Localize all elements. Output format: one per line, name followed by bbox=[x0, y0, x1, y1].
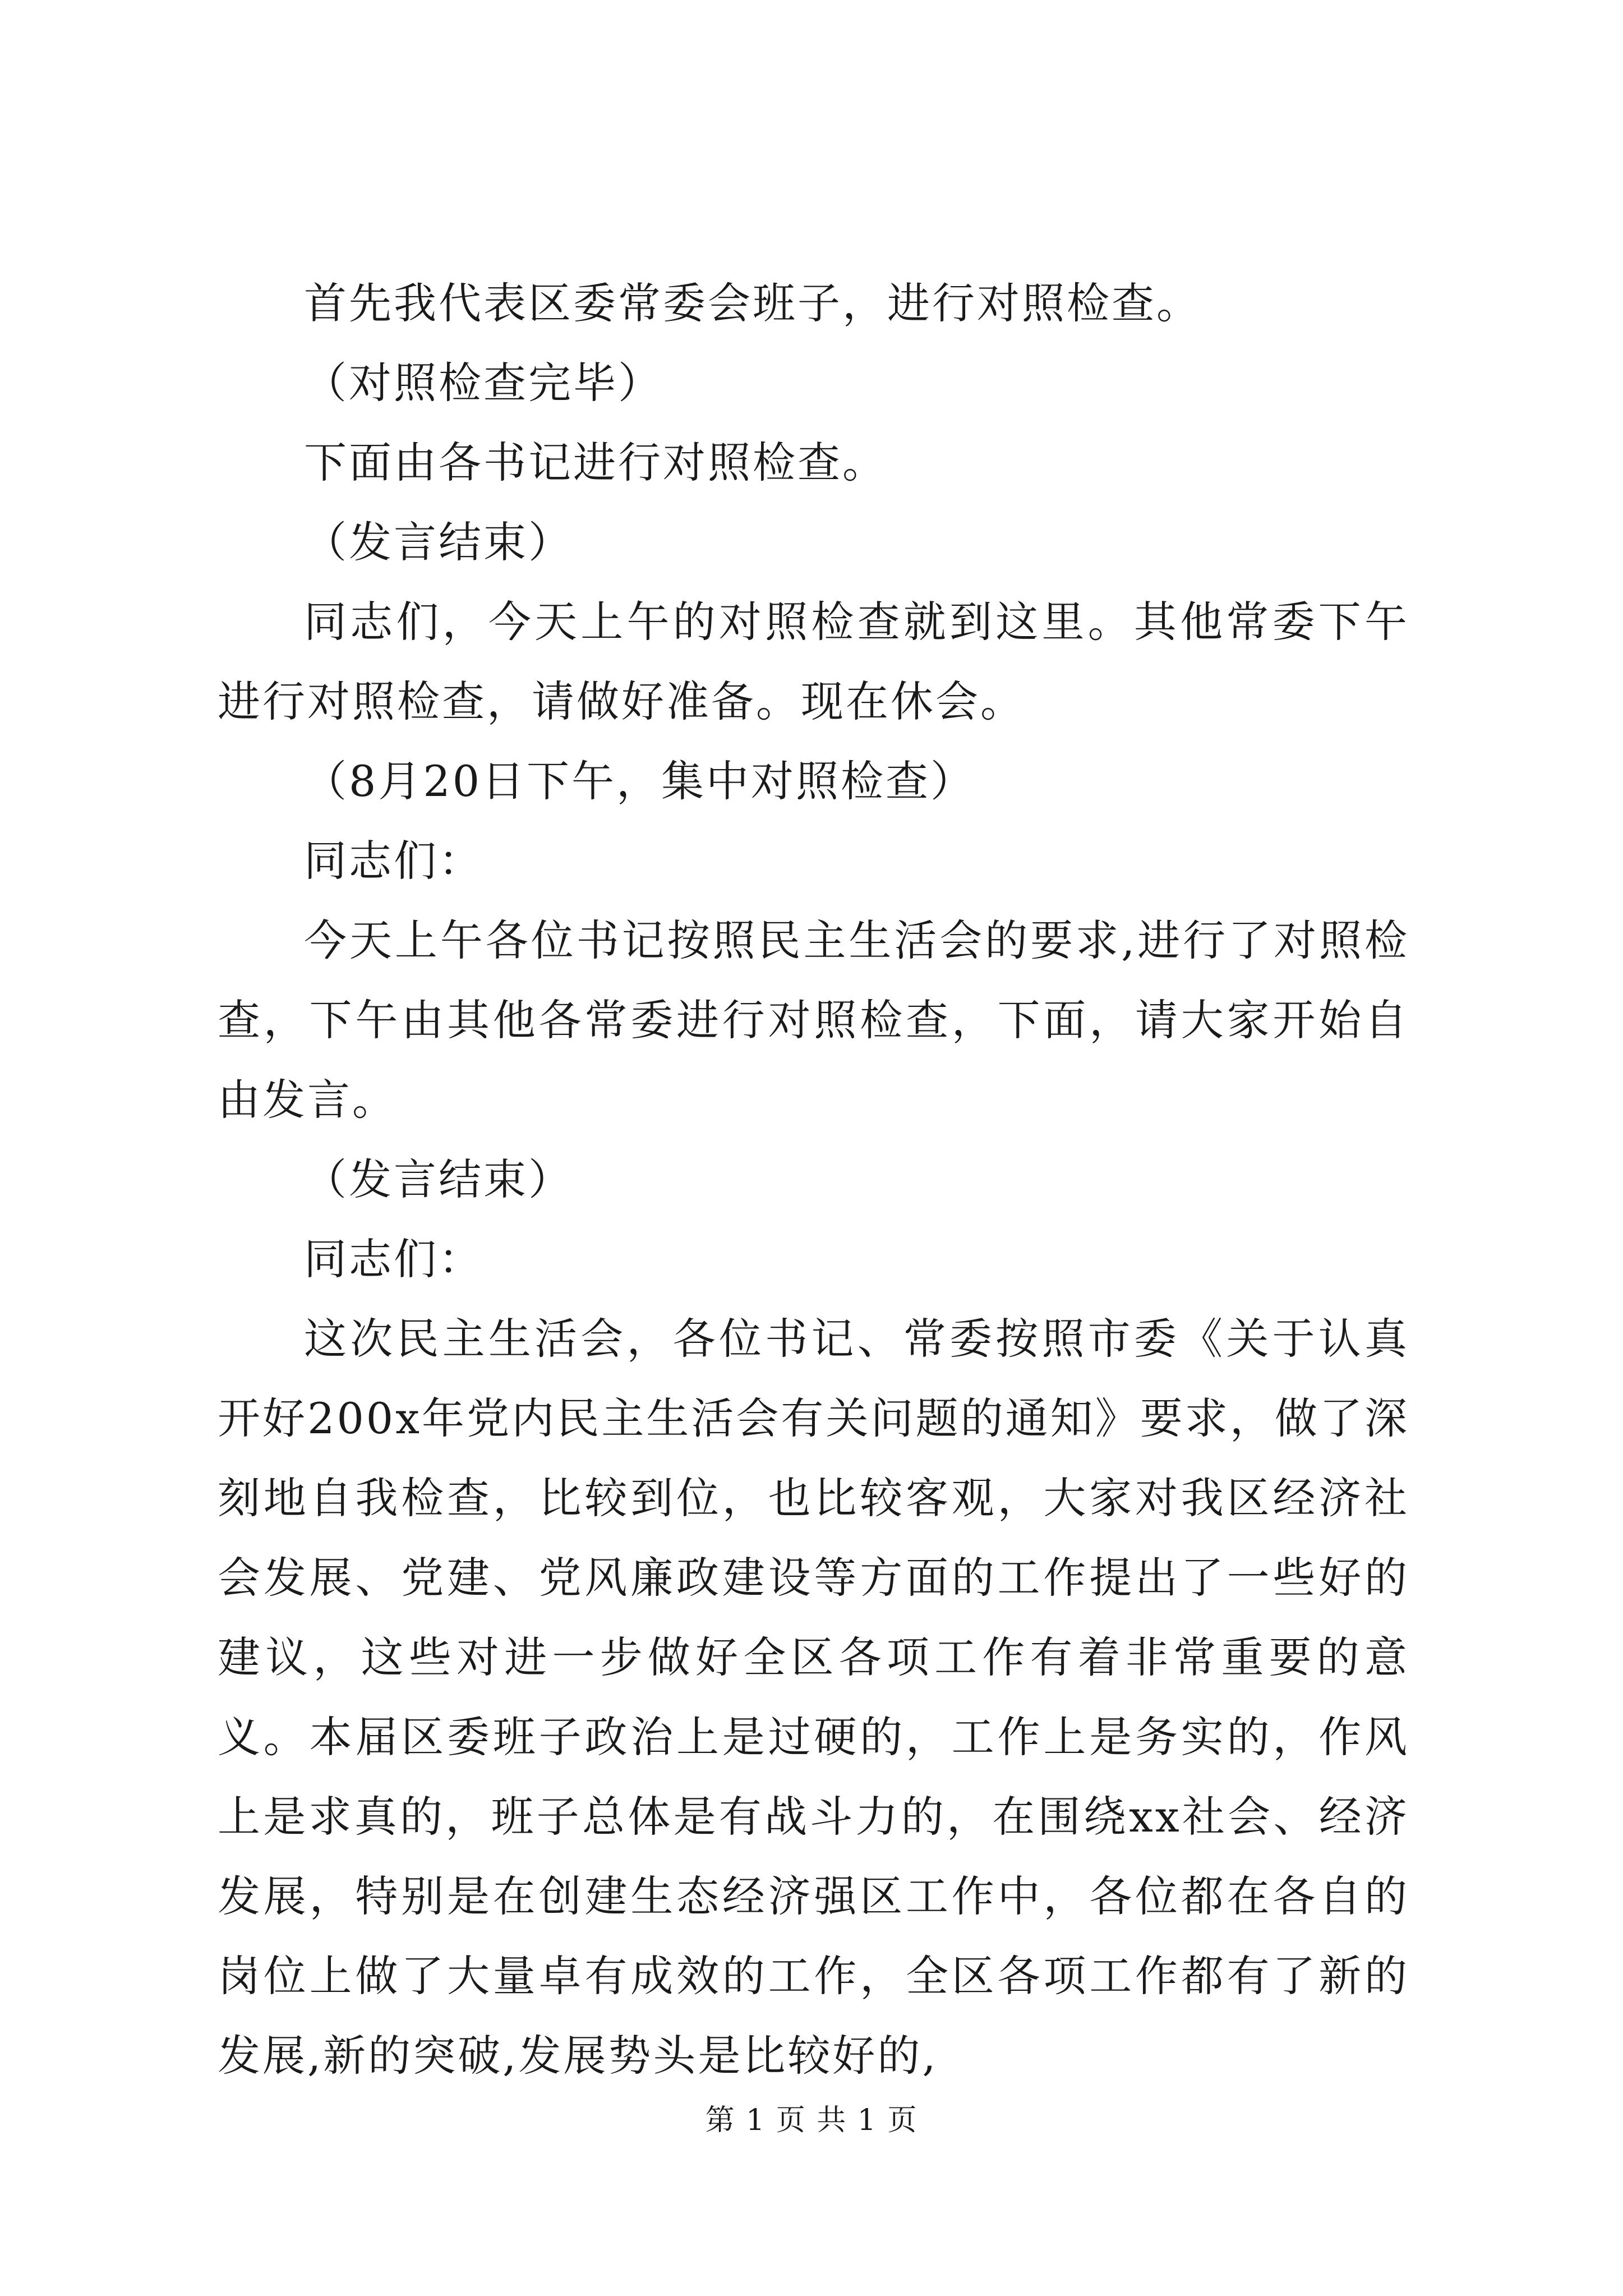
document-body bbox=[218, 264, 1409, 2096]
paragraph-afternoon-session: （8月20日下午，集中对照检查） bbox=[304, 756, 976, 806]
paragraph-morning-adjourn: 同志们，今天上午的对照检查就到这里。其他常委下午进行对照检查，请做好准备。现在休会。 bbox=[218, 597, 1409, 726]
paragraph-speech-ended: （发言结束） bbox=[304, 517, 573, 567]
paragraph-check-finished: （对照检查完毕） bbox=[304, 358, 663, 408]
paragraph-opening: 首先我代表区委常委会班子，进行对照检查。 bbox=[304, 278, 1201, 328]
paragraph-salutation-2: 同志们： bbox=[304, 1234, 483, 1284]
page-number-footer: 第 1 页 共 1 页 bbox=[705, 2104, 918, 2137]
paragraph-summary: 这次民主生活会，各位书记、常委按照市委《关于认真开好200x年党内民主生活会有关问题的通知》要求，做了深刻地自我检查，比较到位，也比较客观，大家对我区经济社会发展、党建、党风廉政建设等方面的工作提出了一些好的建议，这些对进一步做好全区各项工作有着非常重要的意义。本届区委班子政治上是过硬的，工作上是务实的，作风上是求真的，班子总体是有战斗力的，在围绕xx社会、经济发展，特别是在创建生态经济强区工作中，各位都在各自的岗位上做了大量卓有成效的工作，全区各项工作都有了新的发展,新的突破,发展势头是比较好的, bbox=[218, 1314, 1409, 2081]
paragraph-secretaries-check: 下面由各书记进行对照检查。 bbox=[304, 438, 887, 487]
paragraph-speech-ended-2: （发言结束） bbox=[304, 1154, 573, 1204]
paragraph-salutation: 同志们： bbox=[304, 836, 483, 886]
paragraph-free-speech: 今天上午各位书记按照民主生活会的要求,进行了对照检查，下午由其他各常委进行对照检查，下面，请大家开始自由发言。 bbox=[218, 915, 1409, 1125]
